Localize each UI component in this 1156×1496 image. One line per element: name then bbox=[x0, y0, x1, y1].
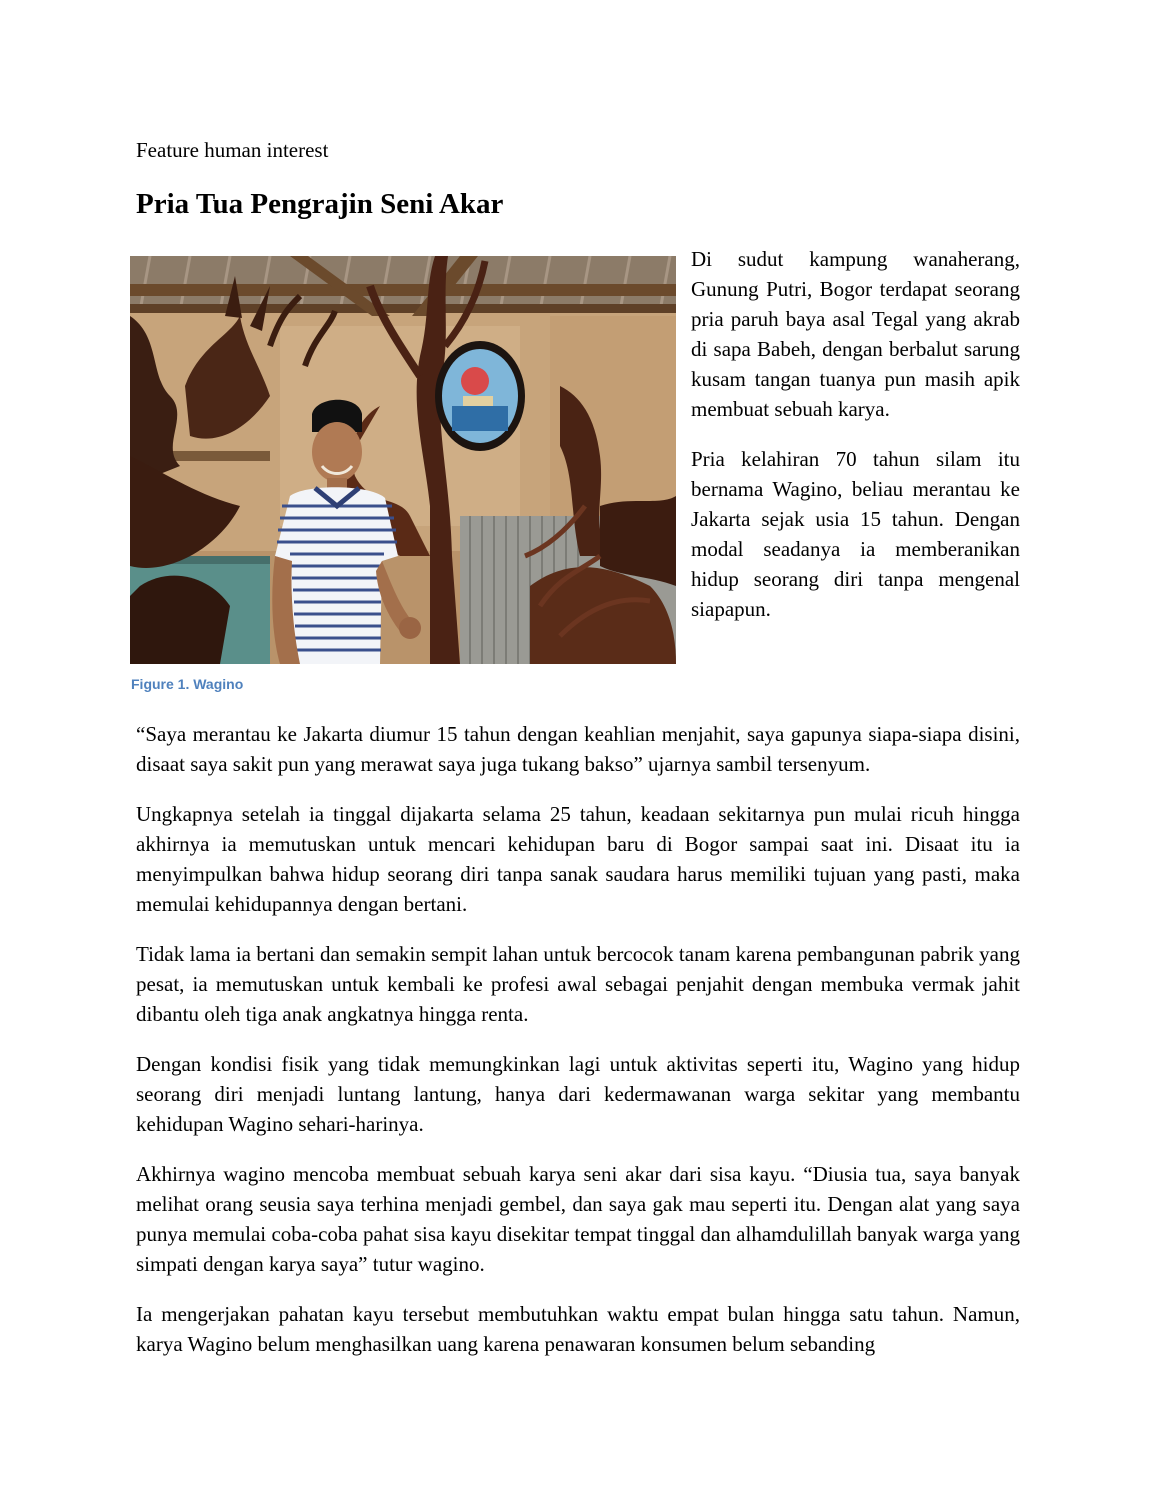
article-kicker: Feature human interest bbox=[136, 138, 329, 162]
body-paragraph: Akhirnya wagino mencoba membuat sebuah karya seni akar dari sisa kayu. “Diusia tua, saya banyak melihat orang seusia saya terhina menjadi gembel, dan saya gak mau seperti itu. Dengan alat yang saya punya memulai coba-coba pahat sisa kayu disekitar tempat tinggal dan alhamdulillah banyak warga yang simpati dengan karya saya” tutur wagino. bbox=[136, 1162, 1020, 1276]
body-paragraph: Tidak lama ia bertani dan semakin sempit lahan untuk bercocok tanam karena pembangunan pabrik yang pesat, ia memutuskan untuk kembali ke profesi awal sebagai penjahit dengan membuka vermak jahit dibantu oleh tiga anak angkatnya hingga renta. bbox=[136, 942, 1020, 1026]
article-headline: Pria Tua Pengrajin Seni Akar bbox=[136, 188, 504, 220]
body-paragraph: “Saya merantau ke Jakarta diumur 15 tahun dengan keahlian menjahit, saya gapunya siapa-siapa disini, disaat saya sakit pun yang merawat saya juga tukang bakso” ujarnya sambil tersenyum. bbox=[136, 722, 1020, 776]
body-paragraph: Dengan kondisi fisik yang tidak memungkinkan lagi untuk aktivitas seperti itu, Wagino yang hidup seorang diri menjadi luntang lantung, hanya dari kedermawanan warga sekitar yang membantu kehidupan Wagino sehari-harinya. bbox=[136, 1052, 1020, 1136]
intro-paragraph: Pria kelahiran 70 tahun silam itu bernama Wagino, beliau merantau ke Jakarta sejak usia 15 tahun. Dengan modal seadanya ia memberanikan hidup seorang diri tanpa mengenal siapapun. bbox=[691, 447, 1020, 621]
article-photo bbox=[130, 256, 676, 664]
body-paragraph: Ia mengerjakan pahatan kayu tersebut membutuhkan waktu empat bulan hingga satu tahun. Namun, karya Wagino belum menghasilkan uang karena penawaran konsumen belum sebanding bbox=[136, 1302, 1020, 1356]
intro-paragraph: Di sudut kampung wanaherang, Gunung Putri, Bogor terdapat seorang pria paruh baya asal Tegal yang akrab di sapa Babeh, dengan berbalut sarung kusam tangan tuanya pun masih apik membuat sebuah karya. bbox=[691, 247, 1020, 421]
wood-root-art-photo bbox=[130, 256, 676, 664]
intro-column bbox=[691, 244, 1020, 644]
article-body bbox=[136, 719, 1020, 1379]
body-paragraph: Ungkapnya setelah ia tinggal dijakarta selama 25 tahun, keadaan sekitarnya pun mulai ricuh hingga akhirnya ia memutuskan untuk mencari kehidupan baru di Bogor sampai saat ini. Disaat itu ia menyimpulkan bahwa hidup seorang diri tanpa sanak saudara harus memiliki tujuan yang pasti, maka memulai kehidupannya dengan bertani. bbox=[136, 802, 1020, 916]
figure-caption: Figure 1. Wagino bbox=[131, 676, 244, 692]
